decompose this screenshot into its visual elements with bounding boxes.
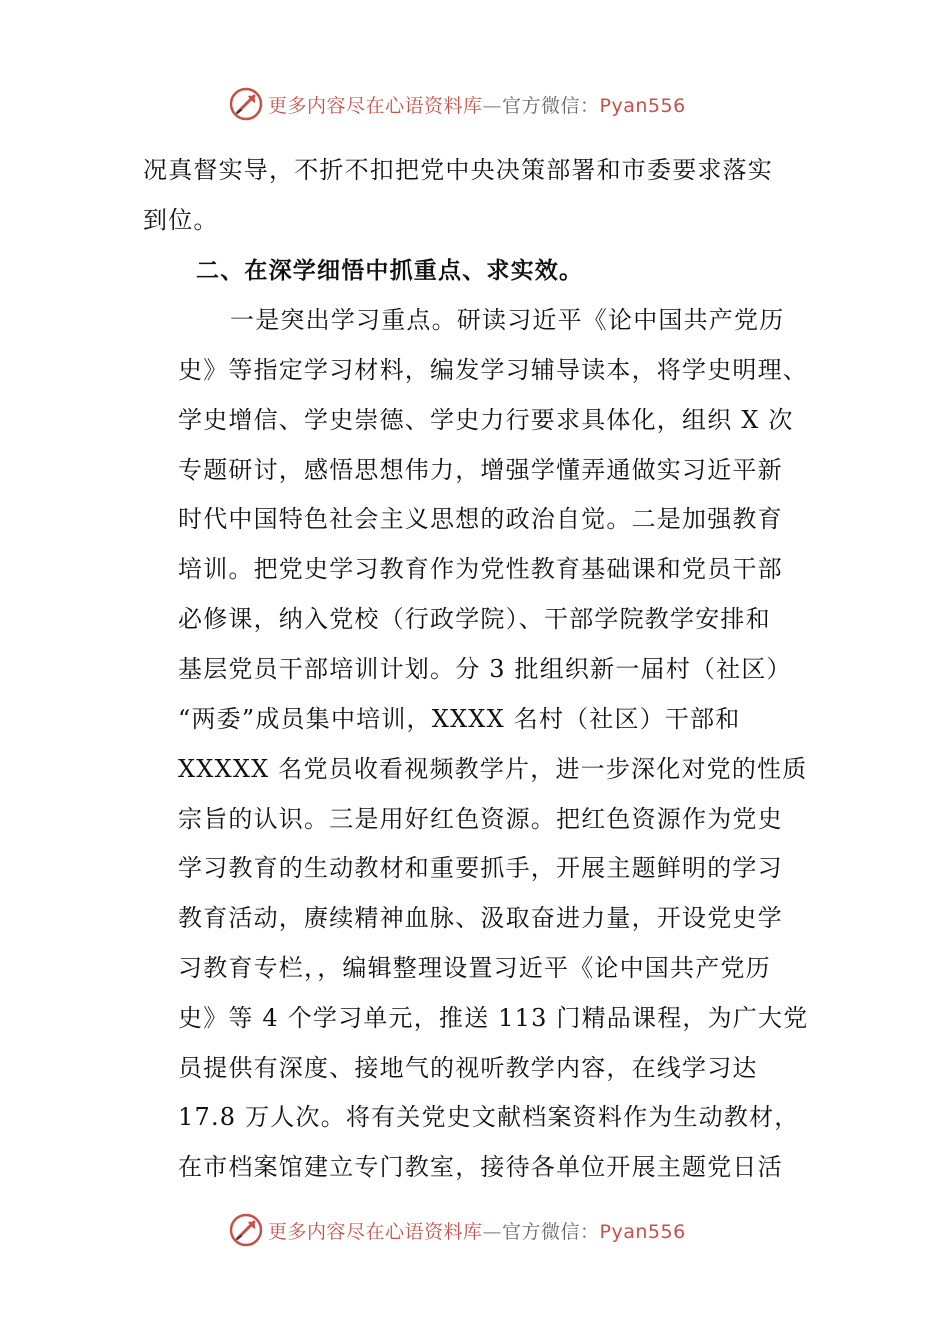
text-line: XXXXX 名党员收看视频教学片，进一步深化对党的性质 [178,755,808,783]
text-line: 在市档案馆建立专门教室，接待各单位开展主题党日活 [178,1153,783,1181]
watermark-separator: — [482,1220,503,1243]
section-heading: 二、在深学细悟中抓重点、求实效。 [196,258,584,284]
text-line: 史》等指定学习材料，编发学习辅导读本，将学史明理、 [178,356,808,384]
watermark-label: 官方微信： [502,1220,600,1243]
text-line: 员提供有深度、接地气的视听教学内容，在线学习达 [178,1054,758,1082]
watermark-text [268,1217,686,1244]
text-line: 必修课，纳入党校（行政学院）、干部学院教学安排和 [178,605,771,633]
text-line: 到位。 [143,206,219,234]
text-line: 学史增信、学史崇德、学史力行要求具体化，组织 X 次 [178,406,794,434]
text-line: 培训。把党史学习教育作为党性教育基础课和党员干部 [178,555,783,583]
text-line: 17.8 万人次。将有关党史文献档案资料作为生动教材， [178,1103,800,1131]
text-line: 教育活动，赓续精神血脉、汲取奋进力量，开设党史学 [178,904,783,932]
text-line: 史》等 4 个学习单元，推送 113 门精品课程，为广大党 [178,1004,809,1032]
text-line: 基层党员干部培训计划。分 3 批组织新一届村（社区） [178,655,792,683]
text-line: “两委”成员集中培训，XXXX 名村（社区）干部和 [178,705,741,733]
watermark-account: Pyan556 [599,94,686,117]
text-line: 一是突出学习重点。研读习近平《论中国共产党历 [230,306,785,334]
watermark-title: 更多内容尽在心语资料库 [268,1220,483,1243]
text-line: 况真督实导，不折不扣把党中央决策部署和市委要求落实 [143,156,773,184]
quill-logo-icon [228,1212,264,1248]
watermark-label: 官方微信： [502,94,600,117]
text-line: 专题研讨，感悟思想伟力，增强学懂弄通做实习近平新 [178,456,783,484]
watermark-account: Pyan556 [599,1220,686,1243]
text-line: 习教育专栏，，编辑整理设置习近平《论中国共产党历 [178,954,771,982]
text-line: 宗旨的认识。三是用好红色资源。把红色资源作为党史 [178,805,783,833]
text-line: 时代中国特色社会主义思想的政治自觉。二是加强教育 [178,505,783,533]
watermark-title: 更多内容尽在心语资料库 [268,94,483,117]
text-line: 学习教育的生动教材和重要抓手，开展主题鲜明的学习 [178,854,783,882]
watermark-separator: — [482,94,503,117]
footer-watermark [228,1210,686,1250]
